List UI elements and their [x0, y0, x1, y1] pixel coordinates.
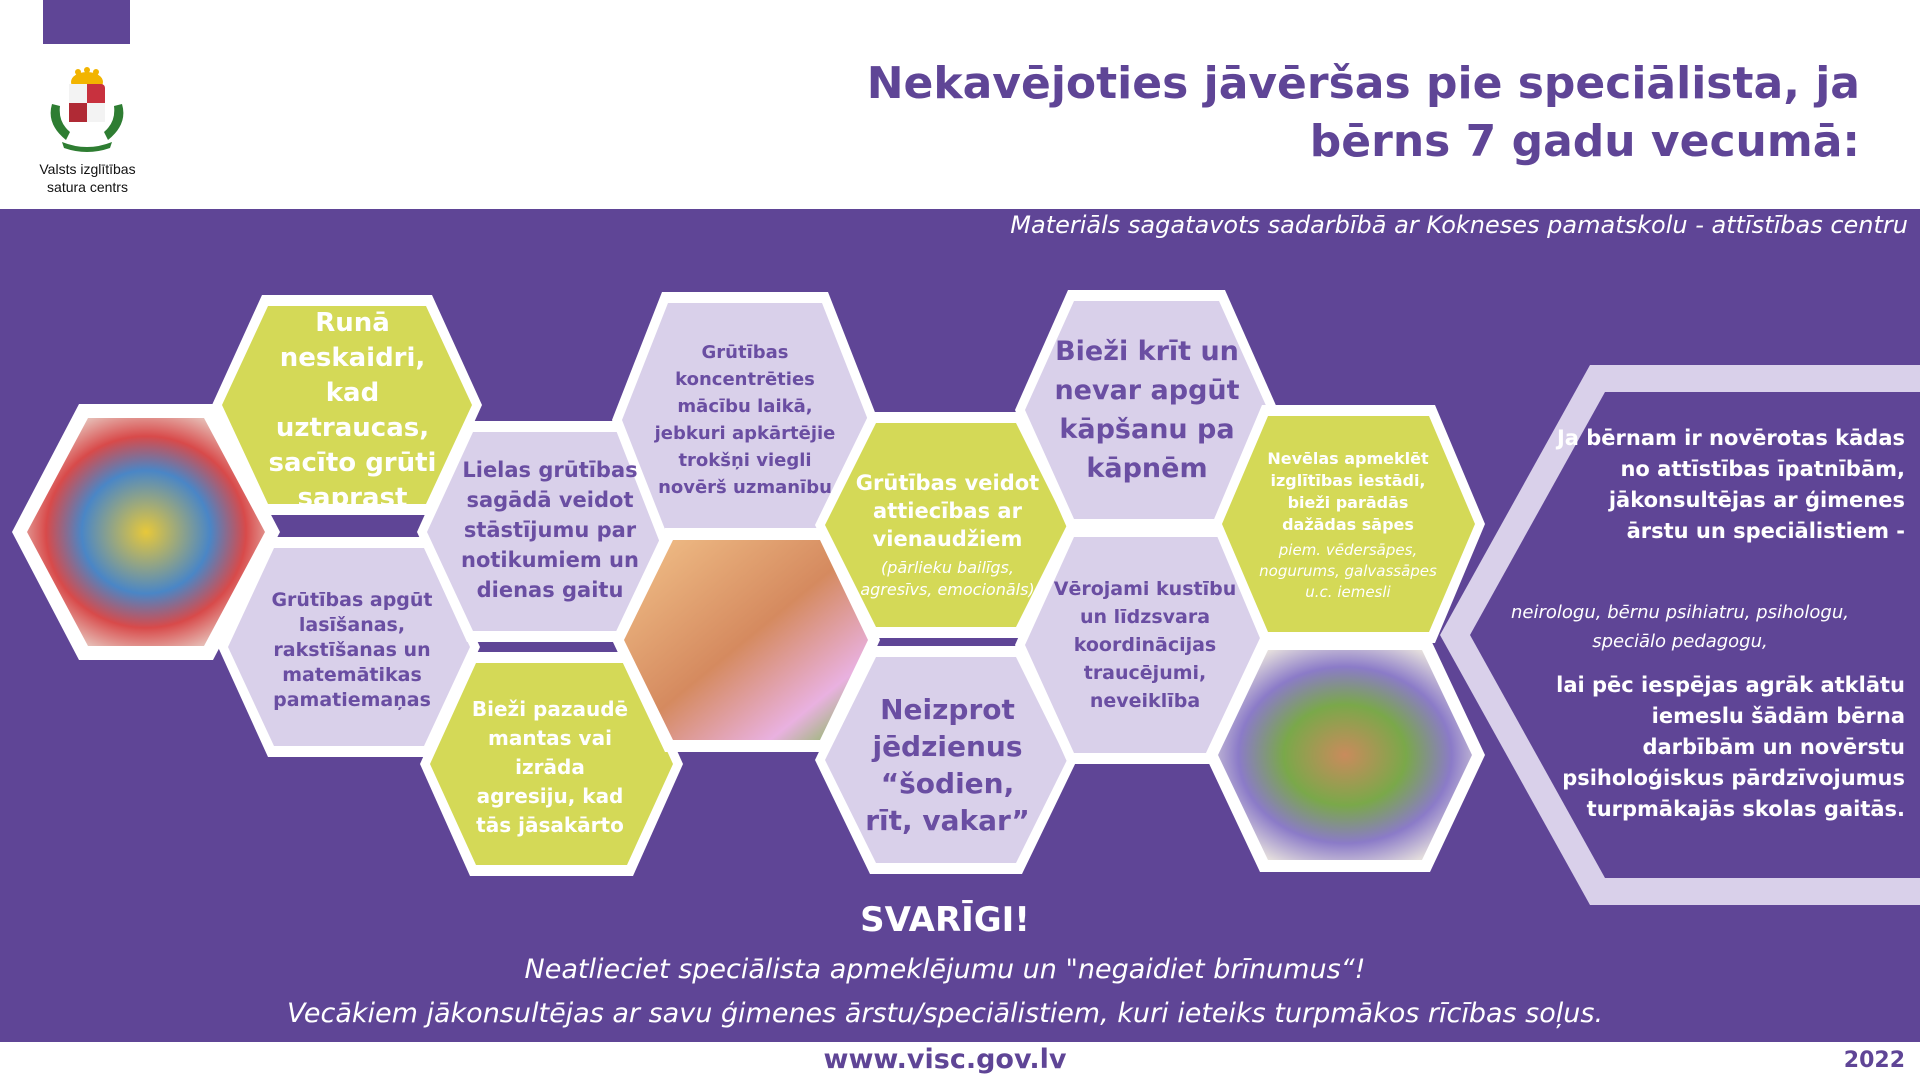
panel-specialists-text [1470, 598, 1890, 656]
panel-intro-text: Ja bērnam ir novērotas kādas no attīstības īpatnībām, jākonsultējas ar ģimenes ārstu un speciālistiem - [1556, 426, 1905, 543]
hex-losing-text: Bieži pazaudē mantas vai izrāda agresiju, kad tās jāsakārto [471, 697, 629, 837]
hex-speech-text: Runā neskaidri, kad uztraucas, sacīto grūti saprast [268, 307, 437, 513]
subtitle: Materiāls sagatavots sadarbībā ar Kokneses pamatskolu - attīstības centru [1010, 211, 1908, 239]
title-line2: bērns 7 gadu vecumā: [1309, 116, 1860, 167]
hex-relations-note: (pārlieku bailīgs, agresīvs, emocionāls) [860, 558, 1035, 599]
footer-year: 2022 [1843, 1048, 1905, 1073]
panel-specialists-line2: speciālo pedagogu, [1592, 631, 1768, 652]
hex-school-note: piem. vēdersāpes, nogurums, galvassāpes u.c. iemesli [1259, 540, 1437, 601]
footer-url-link[interactable]: www.visc.gov.lv [823, 1044, 1067, 1075]
hex-relations-text: Grūtības veidot attiecības ar vienaudžiem [855, 471, 1040, 551]
org-name-line2: satura centrs [47, 179, 128, 195]
panel-specialists-line1: neirologu, bērnu psihiatru, psihologu, [1511, 602, 1849, 623]
hex-reading-text: Grūtības apgūt lasīšanas, rakstīšanas un matemātikas pamatiemaņas [271, 588, 433, 711]
hex-concentration-text: Grūtības koncentrēties mācību laikā, jebkuri apkārtējie trokšņi viegli novērš uzmanību [654, 342, 836, 498]
hex-stories-text: Lielas grūtības sagādā veidot stāstījumu par notikumiem un dienas gaitu [461, 458, 639, 602]
hands-in-paint-photo-icon [1218, 650, 1472, 860]
hex-relations [850, 445, 1045, 625]
hex-stairs-text: Bieži krīt un nevar apgūt kāpšanu pa kāpnēm [1054, 336, 1240, 484]
panel-goal-text: lai pēc iespējas agrāk atklātu iemeslu šādām bērna darbībām un novērstu psiholoģiskus pārdzīvojumus turpmākajās skolas gaitās. [1556, 673, 1905, 821]
hex-school [1248, 440, 1448, 610]
smiling-children-photo-icon [624, 540, 868, 740]
hex-school-text: Nevēlas apmeklēt izglītības iestādi, bieži parādās dažādas sāpes [1267, 448, 1429, 534]
hex-coordination-text: Vērojami kustību un līdzsvara koordinācijas traucējumi, neveiklība [1053, 578, 1237, 712]
title-line1: Nekavējoties jāvēršas pie speciālista, ja [866, 58, 1860, 109]
important-line2: Vecākiem jākonsultējas ar savu ģimenes ārstu/speciālistiem, kuri ieteiks turpmākos rīcības soļus. [286, 998, 1604, 1029]
org-name-line1: Valsts izglītības [39, 161, 136, 177]
hex-concepts-text: Neizprot jēdzienus “šodien, rīt, vakar” [865, 693, 1030, 837]
important-line1: Neatlieciet speciālista apmeklējumu un "negaidiet brīnumus“! [524, 954, 1366, 985]
important-heading: SVARĪGI! [860, 900, 1030, 940]
